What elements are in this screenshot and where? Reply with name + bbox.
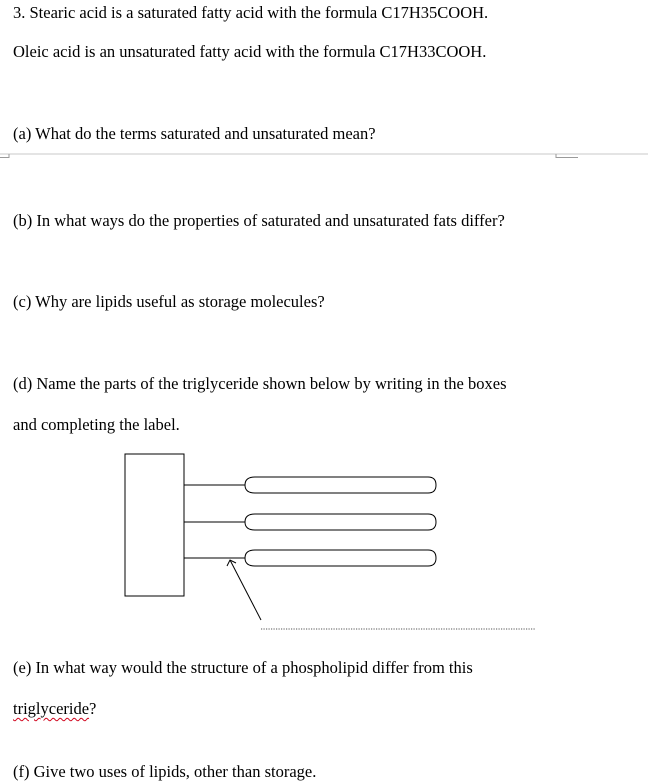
misspelled-word-triglyceride[interactable]: triglyceride [13, 699, 90, 718]
part-d-question-line2: and completing the label. [13, 415, 180, 434]
margin-corner-left [0, 154, 9, 158]
part-e-question-line1: (e) In what way would the structure of a phospholipid differ from this [13, 658, 473, 677]
fatty-acid-chain-3 [245, 550, 436, 566]
oleic-acid-text: Oleic acid is an unsaturated fatty acid with the formula C17H33COOH. [13, 42, 487, 61]
page-break-divider [0, 151, 648, 161]
part-e-question-line2 [13, 699, 96, 719]
part-b-question: (b) In what ways do the properties of saturated and unsaturated fats differ? [13, 211, 505, 230]
fatty-acid-chain-1 [245, 477, 436, 493]
label-pointer-line [230, 560, 261, 620]
part-c-question: (c) Why are lipids useful as storage molecules? [13, 292, 325, 311]
part-a-question: (a) What do the terms saturated and unsaturated mean? [13, 124, 376, 143]
margin-corner-right [556, 154, 578, 158]
part-d-question-line1: (d) Name the parts of the triglyceride shown below by writing in the boxes [13, 374, 507, 393]
question-3-stearic-text: 3. Stearic acid is a saturated fatty acid with the formula C17H35COOH. [13, 3, 489, 22]
glycerol-box [125, 454, 184, 596]
fatty-acid-chain-2 [245, 514, 436, 530]
part-e-question-mark: ? [89, 699, 97, 718]
triglyceride-diagram [0, 440, 648, 640]
part-f-question: (f) Give two uses of lipids, other than storage. [13, 762, 317, 781]
